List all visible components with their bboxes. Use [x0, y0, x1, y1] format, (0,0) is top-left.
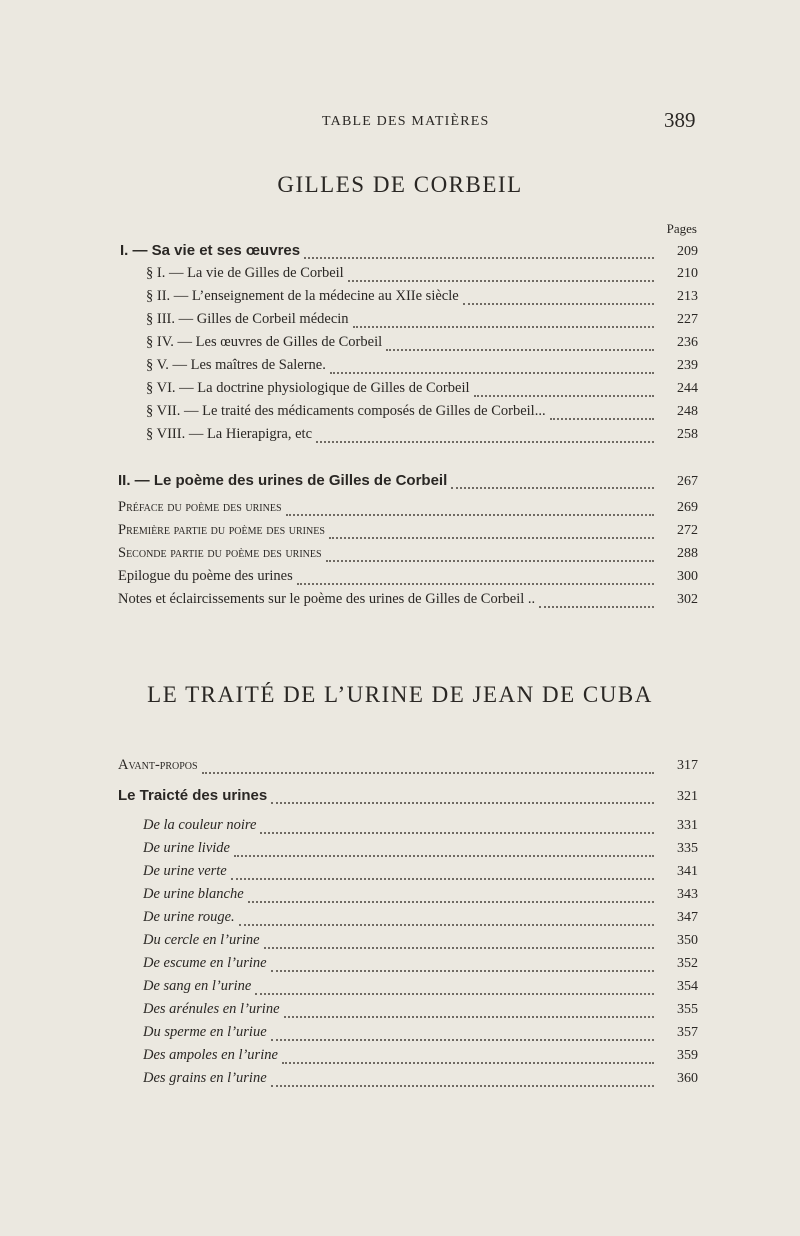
toc-entry[interactable]: [143, 909, 698, 931]
toc-entry[interactable]: [143, 863, 698, 885]
leader-dots: [271, 1085, 654, 1087]
leader-dots: [271, 970, 654, 972]
leader-dots: [329, 537, 654, 539]
toc-entry-label: § VII. — Le traité des médicaments composés de Gilles de Corbeil...: [146, 403, 546, 419]
toc-entry-label: Du cercle en l’urine: [143, 932, 260, 948]
toc-entry[interactable]: [146, 380, 698, 402]
section-title-jean-de-cuba: LE TRAITÉ DE L’URINE DE JEAN DE CUBA: [147, 682, 653, 707]
toc-entry-label: De la couleur noire: [143, 817, 257, 833]
leader-dots: [284, 1016, 654, 1018]
toc-entry[interactable]: [120, 242, 698, 264]
toc-entry-page: 244: [677, 381, 698, 396]
toc-entry-page: 267: [677, 474, 698, 489]
toc-entry-label: § IV. — Les œuvres de Gilles de Corbeil: [146, 334, 383, 350]
section-title-gilles: GILLES DE CORBEIL: [277, 172, 523, 197]
toc-entry-label: De urine livide: [143, 840, 230, 856]
toc-entry[interactable]: [143, 817, 698, 839]
running-header: [0, 108, 800, 138]
toc-entry-label: Première partie du poème des urines: [118, 522, 325, 538]
toc-entry[interactable]: [146, 403, 698, 425]
leader-dots: [239, 924, 654, 926]
toc-entry-label: § VI. — La doctrine physiologique de Gilles de Corbeil: [146, 380, 470, 396]
leader-dots: [550, 418, 654, 420]
leader-dots: [539, 606, 654, 608]
toc-entry[interactable]: [143, 955, 698, 977]
toc-entry-page: 335: [677, 841, 698, 856]
toc-entry-page: 317: [677, 758, 698, 773]
toc-entry-page: 258: [677, 427, 698, 442]
leader-dots: [271, 802, 654, 804]
toc-entry-page: 331: [677, 818, 698, 833]
toc-entry[interactable]: [143, 1047, 698, 1069]
toc-entry-label: Des arénules en l’urine: [143, 1001, 280, 1017]
leader-dots: [386, 349, 654, 351]
leader-dots: [463, 303, 654, 305]
toc-entry-page: 357: [677, 1025, 698, 1040]
toc-entry[interactable]: [146, 357, 698, 379]
toc-entry-label: Notes et éclaircissements sur le poème des urines de Gilles de Corbeil ..: [118, 591, 536, 607]
leader-dots: [326, 560, 654, 562]
toc-entry-label: De urine blanche: [143, 886, 244, 902]
toc-entry-label: Du sperme en l’uriue: [143, 1024, 267, 1040]
page-number: 389: [664, 108, 696, 132]
leader-dots: [451, 487, 654, 489]
toc-entry[interactable]: [143, 886, 698, 908]
toc-entry-page: 359: [677, 1048, 698, 1063]
toc-entry-label: De urine rouge.: [143, 909, 235, 925]
toc-entry-page: 347: [677, 910, 698, 925]
toc-entry-page: 341: [677, 864, 698, 879]
toc-entry-page: 209: [677, 244, 698, 259]
pages-column-label: Pages: [666, 221, 697, 236]
leader-dots: [231, 878, 654, 880]
toc-entry[interactable]: [118, 499, 698, 521]
toc-entry-page: 269: [677, 500, 698, 515]
toc-entry-page: 343: [677, 887, 698, 902]
leader-dots: [234, 855, 654, 857]
toc-entry-page: 227: [677, 312, 698, 327]
toc-entry-page: 350: [677, 933, 698, 948]
toc-entry-label: § V. — Les maîtres de Salerne.: [146, 357, 326, 373]
leader-dots: [304, 257, 654, 259]
toc-entry-page: 355: [677, 1002, 698, 1017]
leader-dots: [474, 395, 654, 397]
toc-entry-label: I. — Sa vie et ses œuvres: [120, 242, 301, 259]
toc-entry-page: 300: [677, 569, 698, 584]
toc-entry-page: 321: [677, 789, 698, 804]
toc-entry[interactable]: [118, 568, 698, 590]
toc-entry[interactable]: [143, 1070, 698, 1092]
toc-entry[interactable]: [143, 978, 698, 1000]
toc-entry[interactable]: [143, 1001, 698, 1023]
toc-entry[interactable]: [143, 1024, 698, 1046]
toc-entry-label: Des ampoles en l’urine: [143, 1047, 278, 1063]
toc-entry[interactable]: [146, 426, 698, 448]
toc-entry-page: 352: [677, 956, 698, 971]
toc-entry-page: 239: [677, 358, 698, 373]
running-title: TABLE DES MATIÈRES: [322, 114, 490, 129]
leader-dots: [330, 372, 654, 374]
toc-entry-label: De escume en l’urine: [143, 955, 267, 971]
leader-dots: [286, 514, 654, 516]
toc-entry-label: § III. — Gilles de Corbeil médecin: [146, 311, 349, 327]
toc-entry[interactable]: [118, 472, 698, 494]
leader-dots: [282, 1062, 654, 1064]
toc-entry[interactable]: [146, 311, 698, 333]
toc-entry[interactable]: [118, 591, 698, 613]
toc-entry[interactable]: [118, 787, 698, 809]
toc-entry-label: De sang en l’urine: [143, 978, 252, 994]
leader-dots: [264, 947, 654, 949]
leader-dots: [271, 1039, 654, 1041]
toc-entry-page: 248: [677, 404, 698, 419]
leader-dots: [297, 583, 654, 585]
leader-dots: [248, 901, 654, 903]
leader-dots: [316, 441, 654, 443]
toc-entry[interactable]: [143, 840, 698, 862]
toc-entry[interactable]: [118, 757, 698, 779]
toc-entry[interactable]: [146, 265, 698, 287]
toc-entry-label: Des grains en l’urine: [143, 1070, 267, 1086]
toc-entry-label: Le Traicté des urines: [118, 787, 268, 804]
toc-entry[interactable]: [118, 545, 698, 567]
toc-entry[interactable]: [143, 932, 698, 954]
toc-entry-page: 272: [677, 523, 698, 538]
toc-entry-page: 236: [677, 335, 698, 350]
toc-entry[interactable]: [146, 334, 698, 356]
leader-dots: [260, 832, 654, 834]
toc-entry-page: 288: [677, 546, 698, 561]
toc-entry-page: 360: [677, 1071, 698, 1086]
leader-dots: [348, 280, 654, 282]
toc-entry-page: 210: [677, 266, 698, 281]
toc-entry-label: § II. — L’enseignement de la médecine au XIIe siècle: [146, 288, 459, 304]
toc-entry-label: Seconde partie du poème des urines: [118, 545, 322, 561]
toc-entry[interactable]: [118, 522, 698, 544]
leader-dots: [353, 326, 654, 328]
toc-entry-page: 354: [677, 979, 698, 994]
toc-entry-label: Avant-propos: [118, 757, 198, 773]
toc-entry-page: 302: [677, 592, 698, 607]
toc-entry-label: Epilogue du poème des urines: [118, 568, 293, 584]
toc-entry-label: § I. — La vie de Gilles de Corbeil: [146, 265, 344, 281]
toc-entry-label: § VIII. — La Hierapigra, etc: [146, 426, 313, 442]
toc-entry-label: De urine verte: [143, 863, 227, 879]
leader-dots: [255, 993, 654, 995]
toc-entry-label: II. — Le poème des urines de Gilles de Corbeil: [118, 472, 448, 489]
toc-entry[interactable]: [146, 288, 698, 310]
toc-entry-label: Préface du poème des urines: [118, 499, 282, 515]
toc-entry-page: 213: [677, 289, 698, 304]
leader-dots: [202, 772, 654, 774]
